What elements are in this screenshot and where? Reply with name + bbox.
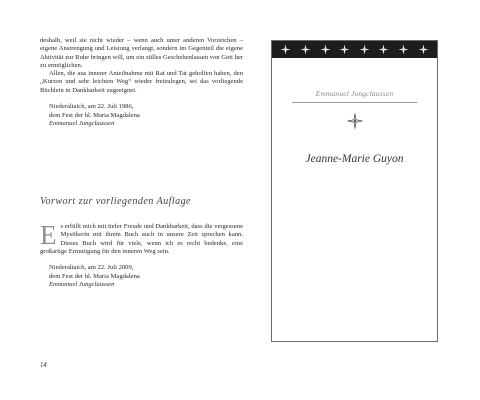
signature-block-2 [40,264,243,289]
preface-paragraph: deshalb, weil sie nicht wieder – wenn auch unter anderen Vorzeichen – eigene Anstrengung und Leistung verlangt, sondern im Gegenteil die eigene Aktivität zur Ruhe bringen will, um ein stilles Geschehenlassen von Gott her zu ermöglichen. [40,37,243,69]
foreword-text-block [40,220,243,289]
cross-ornament-icon [359,44,370,55]
dedication-paragraph: Allen, die aus innerer Anteilnahme mit Rat und Tat geholfen haben, den „Kurzen und sehr leichten Weg“ wieder freizulegen, sei das vorliegende Büchlein in Dankbarkeit zugeeignet. [40,70,243,94]
page-number: 14 [40,362,47,369]
cover-title: Jeanne-Marie Guyon [305,153,404,165]
cross-ornament-icon [398,44,409,55]
cross-ornament-icon [280,44,291,55]
cover-author: Emmanuel Jungclaussen [315,89,394,98]
signature-name-2: Emmanuel Jungclaussen [49,281,115,289]
signature-feast: dem Fest der hl. Maria Magdalena [49,111,140,119]
section-heading: Vorwort zur vorliegenden Auflage [40,196,191,207]
signature-place: Niederaltaich, am 22. Juli 1986, [49,103,134,111]
foreword-body: s erfüllt mich mit tiefer Freude und Dankbarkeit, dass die vergessene Mystikerin mit ihrem Buch auch in unsere Zeit sprechen kann. Dieses Buch wird für viele, wenn ich es recht bedenke, eine großartige Ermutigung für den inneren Weg sein. [40,223,243,255]
ornament-band [272,41,437,58]
foreword-paragraph [40,220,243,256]
drop-cap: E [40,220,57,250]
preface-text-block [40,37,243,128]
star-ornament-icon [347,113,363,129]
cross-ornament-icon [320,44,331,55]
signature-feast-2: dem Fest der hl. Maria Magdalena [49,272,140,280]
cross-ornament-icon [378,44,389,55]
book-cover [271,40,438,342]
signature-name: Emmanuel Jungclaussen [49,119,115,127]
cross-ornament-icon [339,44,350,55]
signature-place-2: Niederaltaich, am 22. Juli 2009, [49,264,134,272]
cross-ornament-icon [300,44,311,55]
cover-divider [292,102,417,103]
signature-block [40,103,243,128]
cross-ornament-icon [418,44,429,55]
